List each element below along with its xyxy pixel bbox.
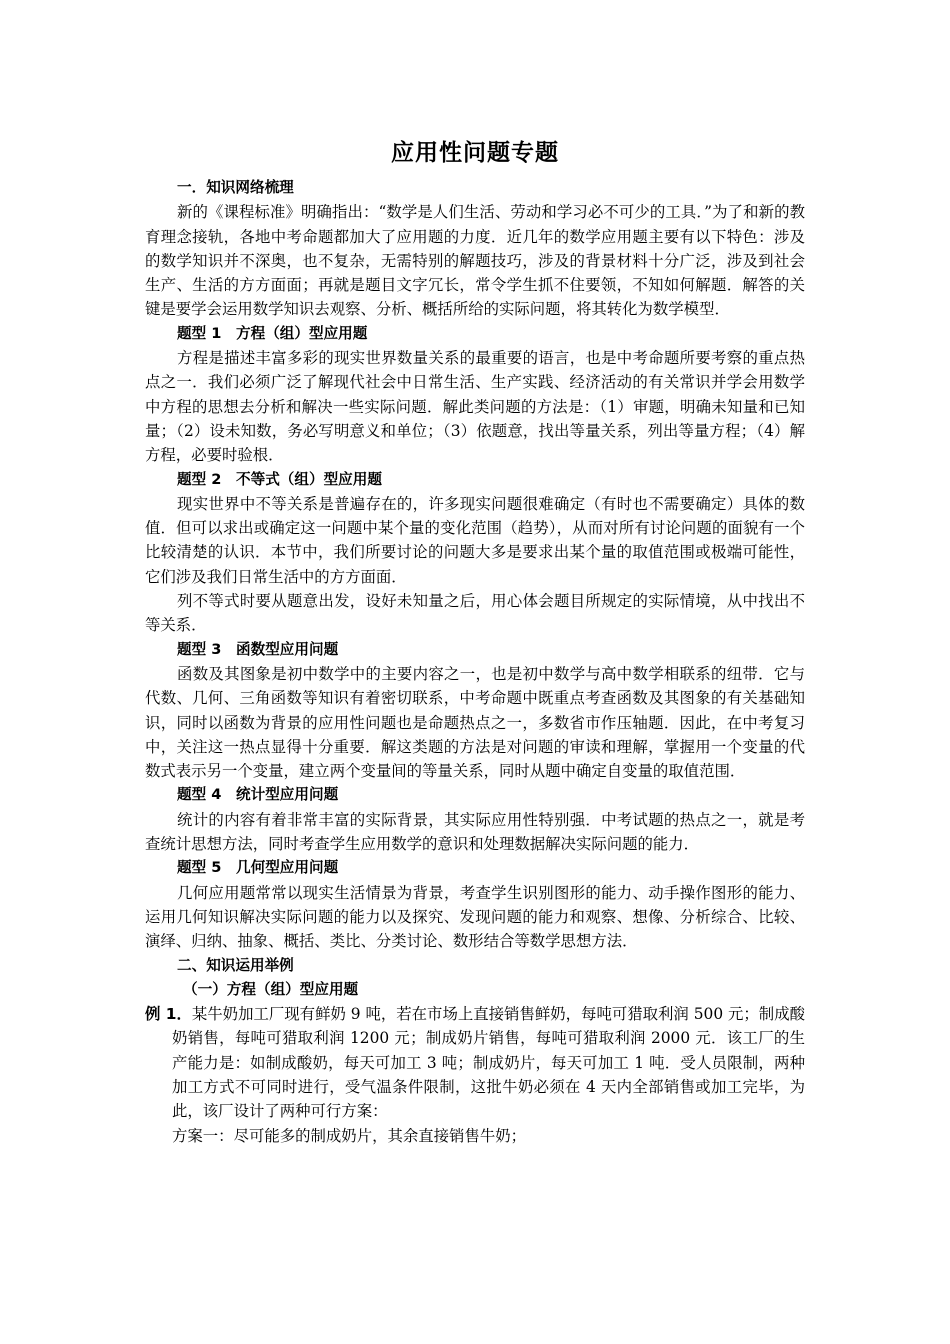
paragraph-intro: 新的《课程标准》明确指出：“数学是人们生活、劳动和学习必不可少的工具．”为了和新的教育理念接轨，各地中考命题都加大了应用题的力度．近几年的数学应用题主要有以下特色：涉及的数学知识并不深奥，也不复杂，无需特别的解题技巧，涉及的背景材料十分广泛，涉及到社会生产、生活的方方面面；再就是题目文字冗长，常令学生抓不住要领，不知如何解题．解答的关键是要学会运用数学知识去观察、分析、概括所给的实际问题，将其转化为数学模型． <box>145 203 805 319</box>
example-1 <box>145 1002 805 1123</box>
heading-type-5: 题型 5 几何型应用问题 <box>177 859 339 877</box>
example-1-text: 某牛奶加工厂现有鲜奶 9 吨，若在市场上直接销售鲜奶，每吨可猎取利润 500 元；制成酸奶销售，每吨可猎取利润 1200 元；制成奶片销售，每吨可猎取利润 2000 元．该工厂的生产能力是：如制成酸奶，每天可加工 3 吨；制成奶片，每天可加工 1 吨．受人员限制，两种加工方式不可同时进行，受气温条件限制，这批牛奶必须在 4 天内全部销售或加工完毕，为此，该厂设计了两种可行方案： <box>172 1005 805 1121</box>
section-heading-examples: 二、知识运用举例 <box>177 956 294 974</box>
heading-type-4: 题型 4 统计型应用问题 <box>177 786 339 804</box>
paragraph-type-5: 几何应用题常常以现实生活情景为背景，考查学生识别图形的能力、动手操作图形的能力、运用几何知识解决实际问题的能力以及探究、发现问题的能力和观察、想像、分析综合、比较、演绎、归纳、抽象、概括、类比、分类讨论、数形结合等数学思想方法． <box>145 883 805 951</box>
subsection-heading-equations: （一）方程（组）型应用题 <box>183 980 359 998</box>
heading-type-2: 题型 2 不等式（组）型应用题 <box>177 470 382 488</box>
document-body <box>145 176 805 1148</box>
paragraph-type-4: 统计的内容有着非常丰富的实际背景，其实际应用性特别强．中考试题的热点之一，就是考查统计思想方法，同时考查学生应用数学的意识和处理数据解决实际问题的能力． <box>145 810 805 854</box>
heading-type-1: 题型 1 方程（组）型应用题 <box>177 324 368 342</box>
example-1-label: 例 1． <box>145 1005 192 1024</box>
plan-1: 方案一：尽可能多的制成奶片，其余直接销售牛奶； <box>172 1126 526 1145</box>
heading-type-3: 题型 3 函数型应用问题 <box>177 640 339 658</box>
paragraph-type-1: 方程是描述丰富多彩的现实世界数量关系的最重要的语言，也是中考命题所要考察的重点热点之一．我们必须广泛了解现代社会中日常生活、生产实践、经济活动的有关常识并学会用数学中方程的思想去分析和解决一些实际问题．解此类问题的方法是：（1）审题，明确未知量和已知量；（2）设未知数，务必写明意义和单位；（3）依题意，找出等量关系，列出等量方程；（4）解方程，必要时验根． <box>145 349 805 465</box>
section-heading-knowledge-network: 一．知识网络梳理 <box>177 179 294 196</box>
paragraph-type-3: 函数及其图象是初中数学中的主要内容之一，也是初中数学与高中数学相联系的纽带．它与代数、几何、三角函数等知识有着密切联系，中考命题中既重点考查函数及其图象的有关基础知识，同时以函数为背景的应用性问题也是命题热点之一，多数省市作压轴题．因此，在中考复习中，关注这一热点显得十分重要．解这类题的方法是对问题的审读和理解，掌握用一个变量的代数式表示另一个变量，建立两个变量间的等量关系，同时从题中确定自变量的取值范围． <box>145 664 805 781</box>
paragraph-type-2a: 现实世界中不等关系是普遍存在的，许多现实问题很难确定（有时也不需要确定）具体的数值．但可以求出或确定这一问题中某个量的变化范围（趋势），从而对所有讨论问题的面貌有一个比较清楚的认识．本节中，我们所要讨论的问题大多是要求出某个量的取值范围或极端可能性，它们涉及我们日常生活中的方方面面． <box>145 494 805 586</box>
paragraph-type-2b: 列不等式时要从题意出发，设好未知量之后，用心体会题目所规定的实际情境，从中找出不等关系． <box>145 592 805 635</box>
page-title: 应用性问题专题 <box>391 140 559 166</box>
